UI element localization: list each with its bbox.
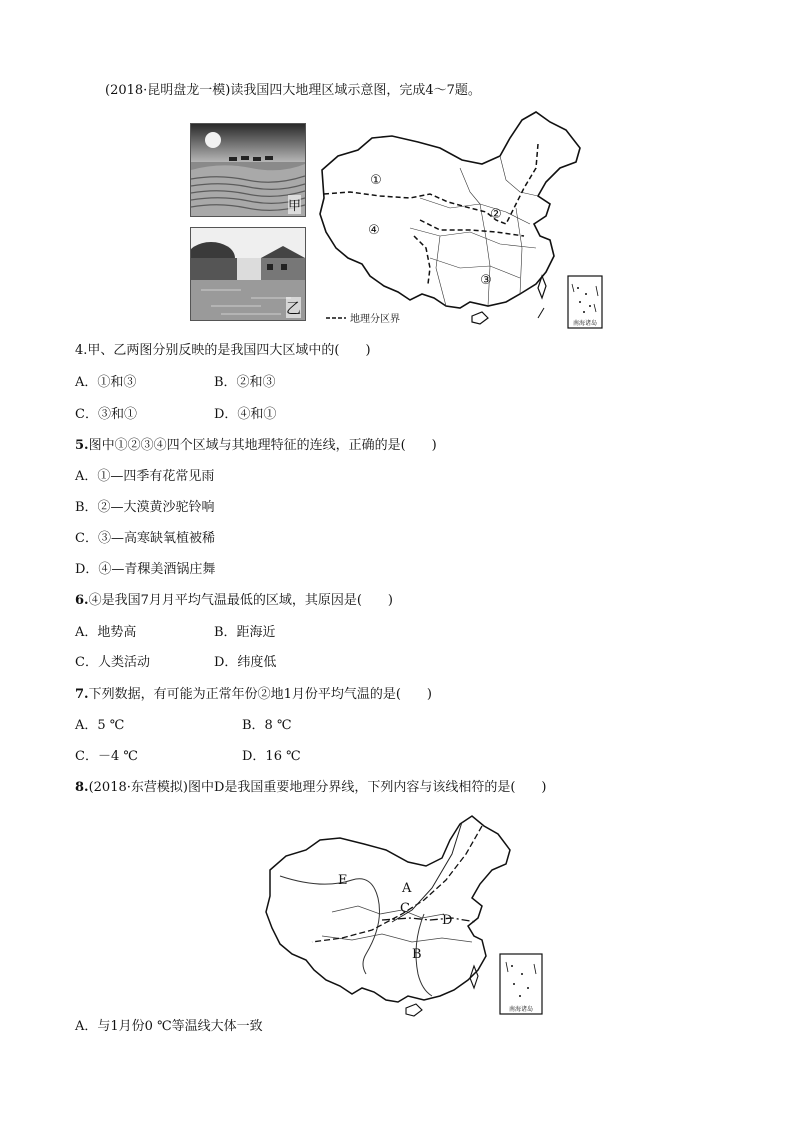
four-regions-map [310,108,610,333]
option-4c: C．③和① [75,407,137,422]
option-4a: A．①和③ [75,375,137,390]
question-number: 7. [75,687,89,702]
intro-text: (2018·昆明盘龙一模)读我国四大地理区域示意图，完成4～7题。 [105,83,481,98]
question-4 [75,342,371,360]
question-8 [75,779,547,797]
inset-label-1: 南海诸岛 [572,320,598,327]
option-6d: D．纬度低 [214,655,277,670]
option-6a: A．地势高 [75,625,137,640]
region-label-2: ② [490,207,502,222]
option-4b: B．②和③ [214,375,276,390]
question-number: 8. [75,780,89,795]
photo-jia-label: 甲 [288,195,301,214]
option-7c: C．－4 ℃ [75,749,138,764]
dividing-lines-map [262,814,552,1019]
question-text: 甲、乙两图分别反映的是我国四大区域中的( ) [87,343,371,358]
question-7 [75,686,432,704]
option-8a: A．与1月份0 ℃等温线大体一致 [75,1019,263,1034]
line-label-a: A [402,881,412,896]
question-6 [75,592,393,610]
question-text: ④是我国7月月平均气温最低的区域，其原因是( ) [88,593,393,608]
line-label-b: B [412,947,422,962]
line-label-d: D [442,913,453,928]
question-number: 6. [75,593,89,608]
question-number: 4. [75,343,88,358]
question-text: 下列数据，有可能为正常年份②地1月份平均气温的是( ) [88,687,432,702]
option-7d: D．16 ℃ [242,749,301,764]
map-legend: 地理分区界 [350,314,400,325]
question-number: 5. [75,438,89,453]
question-text: 图中①②③④四个区域与其地理特征的连线，正确的是( ) [88,438,437,453]
option-4d: D．④和① [214,407,277,422]
line-label-e: E [338,873,348,888]
region-label-4: ④ [368,223,380,238]
photo-yi-label: 乙 [285,299,301,317]
inset-label-2: 南海诸岛 [508,1006,534,1013]
option-5d: D．④—青稞美酒锅庄舞 [75,562,216,577]
option-5c: C．③—高寒缺氧植被稀 [75,531,215,546]
photo-watertown [190,227,306,321]
question-text: (2018·东营模拟)图中D是我国重要地理分界线，下列内容与该线相符的是( ) [88,780,547,795]
line-label-c: C [400,901,410,916]
option-5a: A．①—四季有花常见雨 [75,469,215,484]
option-7a: A．5 ℃ [75,718,125,733]
region-label-3: ③ [480,273,492,288]
photo-desert [190,123,306,217]
option-6b: B．距海近 [214,625,276,640]
question-5 [75,437,437,455]
option-5b: B．②—大漠黄沙驼铃响 [75,500,215,515]
option-7b: B．8 ℃ [242,718,292,733]
region-label-1: ① [370,173,382,188]
option-6c: C．人类活动 [75,655,150,670]
